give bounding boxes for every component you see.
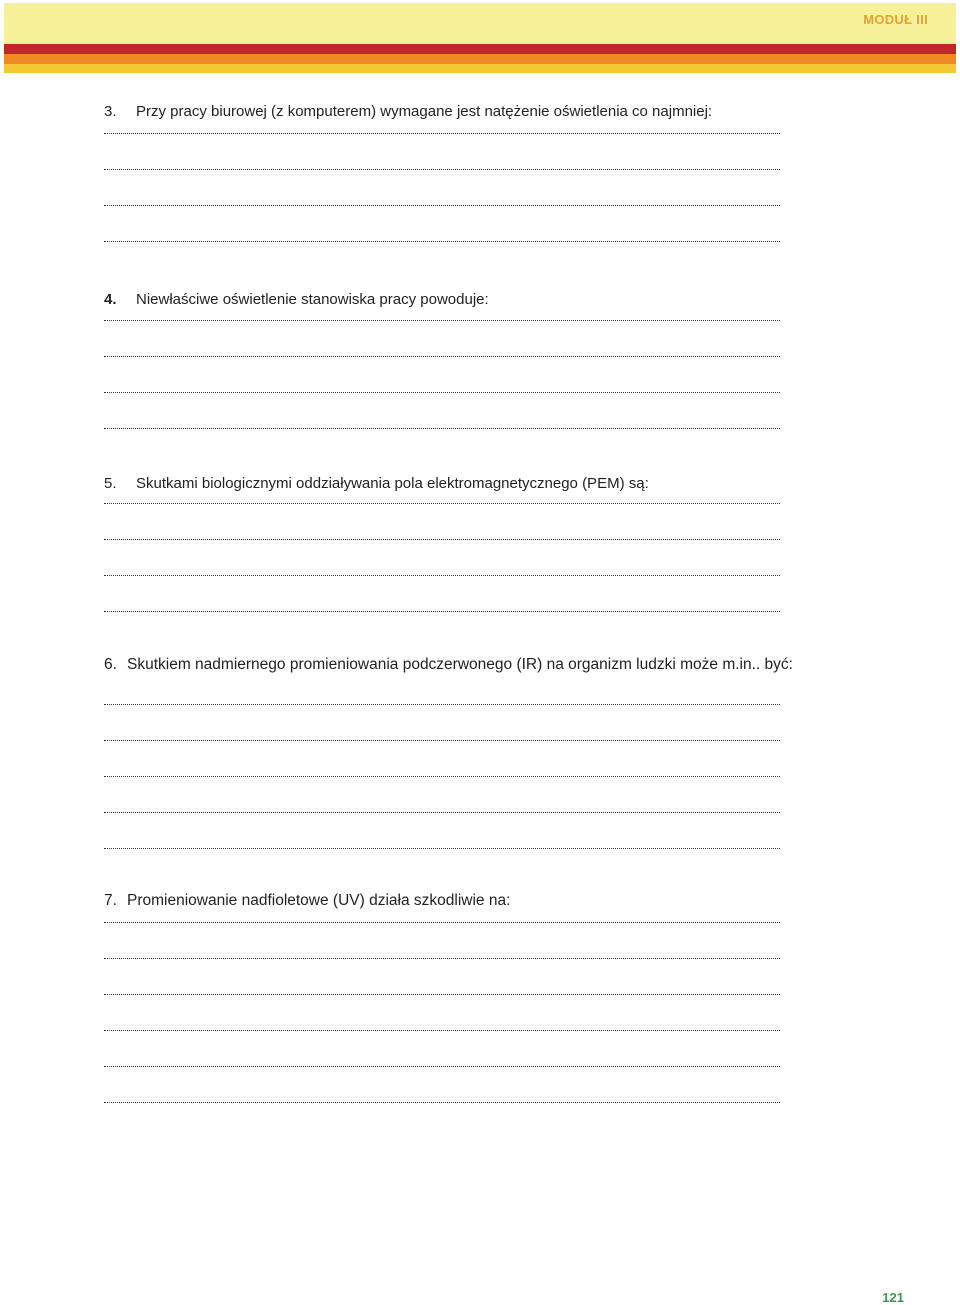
question-7 xyxy=(104,892,510,910)
answer-line[interactable] xyxy=(104,503,780,504)
answer-line[interactable] xyxy=(104,169,780,170)
answer-line[interactable] xyxy=(104,776,780,777)
answer-line[interactable] xyxy=(104,1066,780,1067)
page-number: 121 xyxy=(882,1290,904,1305)
question-text: Przy pracy biurowej (z komputerem) wymagane jest natężenie oświetlenia co najmniej: xyxy=(136,103,713,120)
question-3 xyxy=(104,103,712,120)
answer-line[interactable] xyxy=(104,1102,780,1103)
question-number: 4. xyxy=(104,291,117,308)
header-stripe-orange xyxy=(4,54,956,64)
answer-line[interactable] xyxy=(104,704,780,705)
question-text: Skutkiem nadmiernego promieniowania podczerwonego (IR) na organizm ludzki może m.in.. być: xyxy=(127,656,793,673)
question-number: 6. xyxy=(104,656,117,673)
header-stripe-yellow xyxy=(4,64,956,73)
question-number: 5. xyxy=(104,475,117,492)
question-number: 3. xyxy=(104,103,117,120)
answer-line[interactable] xyxy=(104,611,780,612)
answer-line[interactable] xyxy=(104,812,780,813)
answer-line[interactable] xyxy=(104,922,780,923)
question-text: Promieniowanie nadfioletowe (UV) działa szkodliwie na: xyxy=(127,892,511,909)
question-text: Skutkami biologicznymi oddziaływania pola elektromagnetycznego (PEM) są: xyxy=(136,475,649,492)
question-6 xyxy=(104,656,793,674)
answer-line[interactable] xyxy=(104,133,780,134)
question-4 xyxy=(104,291,489,308)
header-band xyxy=(4,3,956,44)
answer-line[interactable] xyxy=(104,539,780,540)
answer-line[interactable] xyxy=(104,241,780,242)
module-label: MODUŁ III xyxy=(863,12,928,27)
answer-line[interactable] xyxy=(104,994,780,995)
question-5 xyxy=(104,475,649,492)
answer-line[interactable] xyxy=(104,392,780,393)
question-number: 7. xyxy=(104,892,117,909)
answer-line[interactable] xyxy=(104,320,780,321)
answer-line[interactable] xyxy=(104,848,780,849)
answer-line[interactable] xyxy=(104,428,780,429)
answer-line[interactable] xyxy=(104,1030,780,1031)
answer-line[interactable] xyxy=(104,575,780,576)
answer-line[interactable] xyxy=(104,205,780,206)
answer-line[interactable] xyxy=(104,740,780,741)
question-text: Niewłaściwe oświetlenie stanowiska pracy powoduje: xyxy=(136,291,489,308)
header-stripe-red xyxy=(4,44,956,54)
answer-line[interactable] xyxy=(104,356,780,357)
answer-line[interactable] xyxy=(104,958,780,959)
